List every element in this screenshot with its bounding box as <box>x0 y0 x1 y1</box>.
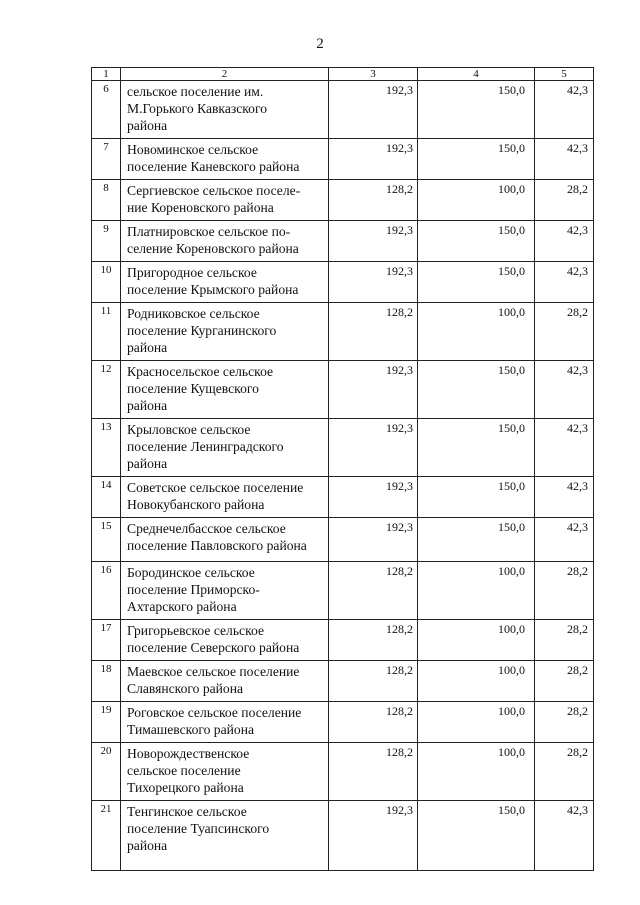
settlement-name-line: Пригородное сельское <box>127 265 257 280</box>
settlement-name-line: сельское поселение <box>127 763 241 778</box>
settlement-name-line: Родниковское сельское <box>127 306 260 321</box>
value-col-4: 150,0 <box>418 221 535 262</box>
value-col-3: 128,2 <box>329 180 418 221</box>
settlement-name <box>121 702 329 743</box>
value-col-3: 192,3 <box>329 518 418 562</box>
settlement-name-line: Советское сельское поселение <box>127 480 304 495</box>
value-col-3: 192,3 <box>329 262 418 303</box>
settlement-name-line: Тихорецкого района <box>127 780 244 795</box>
table-row <box>92 801 594 871</box>
settlement-name-line: Тенгинское сельское <box>127 804 247 819</box>
settlement-name <box>121 419 329 477</box>
row-number: 12 <box>92 361 121 419</box>
value-col-5: 42,3 <box>535 221 594 262</box>
value-col-4: 150,0 <box>418 81 535 139</box>
settlement-name-line: поселение Курганинского <box>127 323 277 338</box>
row-number: 11 <box>92 303 121 361</box>
settlements-table <box>91 67 594 871</box>
settlement-name <box>121 221 329 262</box>
table-row <box>92 661 594 702</box>
value-col-5: 28,2 <box>535 620 594 661</box>
value-col-3: 192,3 <box>329 139 418 180</box>
settlement-name <box>121 262 329 303</box>
settlement-name-line: Красносельское сельское <box>127 364 274 379</box>
row-number: 21 <box>92 801 121 871</box>
table-row <box>92 419 594 477</box>
settlement-name-line: М.Горького Кавказского <box>127 101 268 116</box>
settlement-name-line: Новокубанского района <box>127 497 265 512</box>
settlement-name-line: Платнировское сельское по- <box>127 224 291 239</box>
row-number: 18 <box>92 661 121 702</box>
settlement-name-line: селение Кореновского района <box>127 241 299 256</box>
value-col-4: 100,0 <box>418 303 535 361</box>
settlement-name-line: поселение Каневского района <box>127 159 300 174</box>
settlement-name <box>121 81 329 139</box>
value-col-3: 192,3 <box>329 81 418 139</box>
value-col-3: 192,3 <box>329 361 418 419</box>
row-number: 6 <box>92 81 121 139</box>
value-col-3: 128,2 <box>329 303 418 361</box>
settlement-name-line: района <box>127 456 168 471</box>
table-row <box>92 562 594 620</box>
settlement-name-line: поселение Ленинградского <box>127 439 284 454</box>
value-col-4: 150,0 <box>418 262 535 303</box>
settlement-name-line: поселение Приморско- <box>127 582 260 597</box>
table-row <box>92 620 594 661</box>
value-col-4: 100,0 <box>418 620 535 661</box>
value-col-4: 150,0 <box>418 801 535 871</box>
settlement-name-line: поселение Кущевского <box>127 381 259 396</box>
value-col-5: 28,2 <box>535 661 594 702</box>
settlement-name-line: сельское поселение им. <box>127 84 264 99</box>
table-row <box>92 139 594 180</box>
value-col-4: 100,0 <box>418 562 535 620</box>
row-number: 7 <box>92 139 121 180</box>
settlement-name-line: Среднечелбасское сельское <box>127 521 286 536</box>
settlement-name <box>121 303 329 361</box>
value-col-5: 42,3 <box>535 361 594 419</box>
value-col-4: 150,0 <box>418 419 535 477</box>
column-header: 3 <box>329 68 418 81</box>
table-row <box>92 180 594 221</box>
settlement-name-line: поселение Северского района <box>127 640 300 655</box>
row-number: 14 <box>92 477 121 518</box>
row-number: 17 <box>92 620 121 661</box>
value-col-5: 42,3 <box>535 81 594 139</box>
value-col-4: 100,0 <box>418 180 535 221</box>
value-col-4: 150,0 <box>418 361 535 419</box>
value-col-5: 28,2 <box>535 702 594 743</box>
settlement-name <box>121 180 329 221</box>
column-header: 1 <box>92 68 121 81</box>
table-row <box>92 743 594 801</box>
settlement-name-line: района <box>127 340 168 355</box>
value-col-5: 42,3 <box>535 419 594 477</box>
row-number: 19 <box>92 702 121 743</box>
value-col-4: 100,0 <box>418 702 535 743</box>
value-col-3: 192,3 <box>329 419 418 477</box>
value-col-3: 192,3 <box>329 477 418 518</box>
settlement-name <box>121 139 329 180</box>
column-header: 2 <box>121 68 329 81</box>
value-col-3: 192,3 <box>329 221 418 262</box>
settlement-name <box>121 518 329 562</box>
table-row <box>92 81 594 139</box>
table-header-row <box>92 68 594 81</box>
settlement-name-line: района <box>127 838 168 853</box>
column-header: 4 <box>418 68 535 81</box>
value-col-5: 42,3 <box>535 477 594 518</box>
value-col-3: 128,2 <box>329 620 418 661</box>
page-number: 2 <box>316 36 324 52</box>
settlement-name-line: Новорождественское <box>127 746 250 761</box>
settlement-name <box>121 661 329 702</box>
value-col-5: 28,2 <box>535 303 594 361</box>
settlement-name-line: поселение Павловского района <box>127 538 307 553</box>
settlement-name-line: района <box>127 398 168 413</box>
table-row <box>92 303 594 361</box>
table-row <box>92 221 594 262</box>
settlement-name-line: района <box>127 118 168 133</box>
value-col-5: 42,3 <box>535 139 594 180</box>
row-number: 10 <box>92 262 121 303</box>
value-col-4: 150,0 <box>418 139 535 180</box>
value-col-3: 128,2 <box>329 562 418 620</box>
row-number: 9 <box>92 221 121 262</box>
settlement-name <box>121 477 329 518</box>
value-col-3: 128,2 <box>329 702 418 743</box>
settlement-name-line: Крыловское сельское <box>127 422 251 437</box>
value-col-5: 42,3 <box>535 801 594 871</box>
settlement-name <box>121 361 329 419</box>
settlement-name <box>121 743 329 801</box>
table-row <box>92 361 594 419</box>
settlement-name-line: Сергиевское сельское поселе- <box>127 183 301 198</box>
settlement-name-line: поселение Крымского района <box>127 282 299 297</box>
settlement-name-line: Ахтарского района <box>127 599 237 614</box>
row-number: 8 <box>92 180 121 221</box>
value-col-4: 100,0 <box>418 661 535 702</box>
value-col-5: 28,2 <box>535 562 594 620</box>
value-col-3: 128,2 <box>329 743 418 801</box>
settlement-name-line: Тимашевского района <box>127 722 255 737</box>
settlement-name-line: Бородинское сельское <box>127 565 255 580</box>
settlement-name-line: Славянского района <box>127 681 244 696</box>
value-col-5: 42,3 <box>535 262 594 303</box>
value-col-5: 28,2 <box>535 743 594 801</box>
column-header: 5 <box>535 68 594 81</box>
value-col-5: 28,2 <box>535 180 594 221</box>
table-row <box>92 518 594 562</box>
table-row <box>92 262 594 303</box>
settlement-name-line: поселение Туапсинского <box>127 821 270 836</box>
value-col-3: 128,2 <box>329 661 418 702</box>
row-number: 16 <box>92 562 121 620</box>
settlement-name <box>121 620 329 661</box>
settlement-name <box>121 562 329 620</box>
row-number: 13 <box>92 419 121 477</box>
value-col-4: 150,0 <box>418 477 535 518</box>
value-col-4: 150,0 <box>418 518 535 562</box>
settlement-name-line: ние Кореновского района <box>127 200 274 215</box>
settlement-name-line: Григорьевское сельское <box>127 623 264 638</box>
settlement-name <box>121 801 329 871</box>
table-row <box>92 702 594 743</box>
table-row <box>92 477 594 518</box>
settlement-name-line: Роговское сельское поселение <box>127 705 302 720</box>
row-number: 15 <box>92 518 121 562</box>
settlement-name-line: Новоминское сельское <box>127 142 259 157</box>
value-col-3: 192,3 <box>329 801 418 871</box>
row-number: 20 <box>92 743 121 801</box>
settlement-name-line: Маевское сельское поселение <box>127 664 300 679</box>
value-col-4: 100,0 <box>418 743 535 801</box>
value-col-5: 42,3 <box>535 518 594 562</box>
